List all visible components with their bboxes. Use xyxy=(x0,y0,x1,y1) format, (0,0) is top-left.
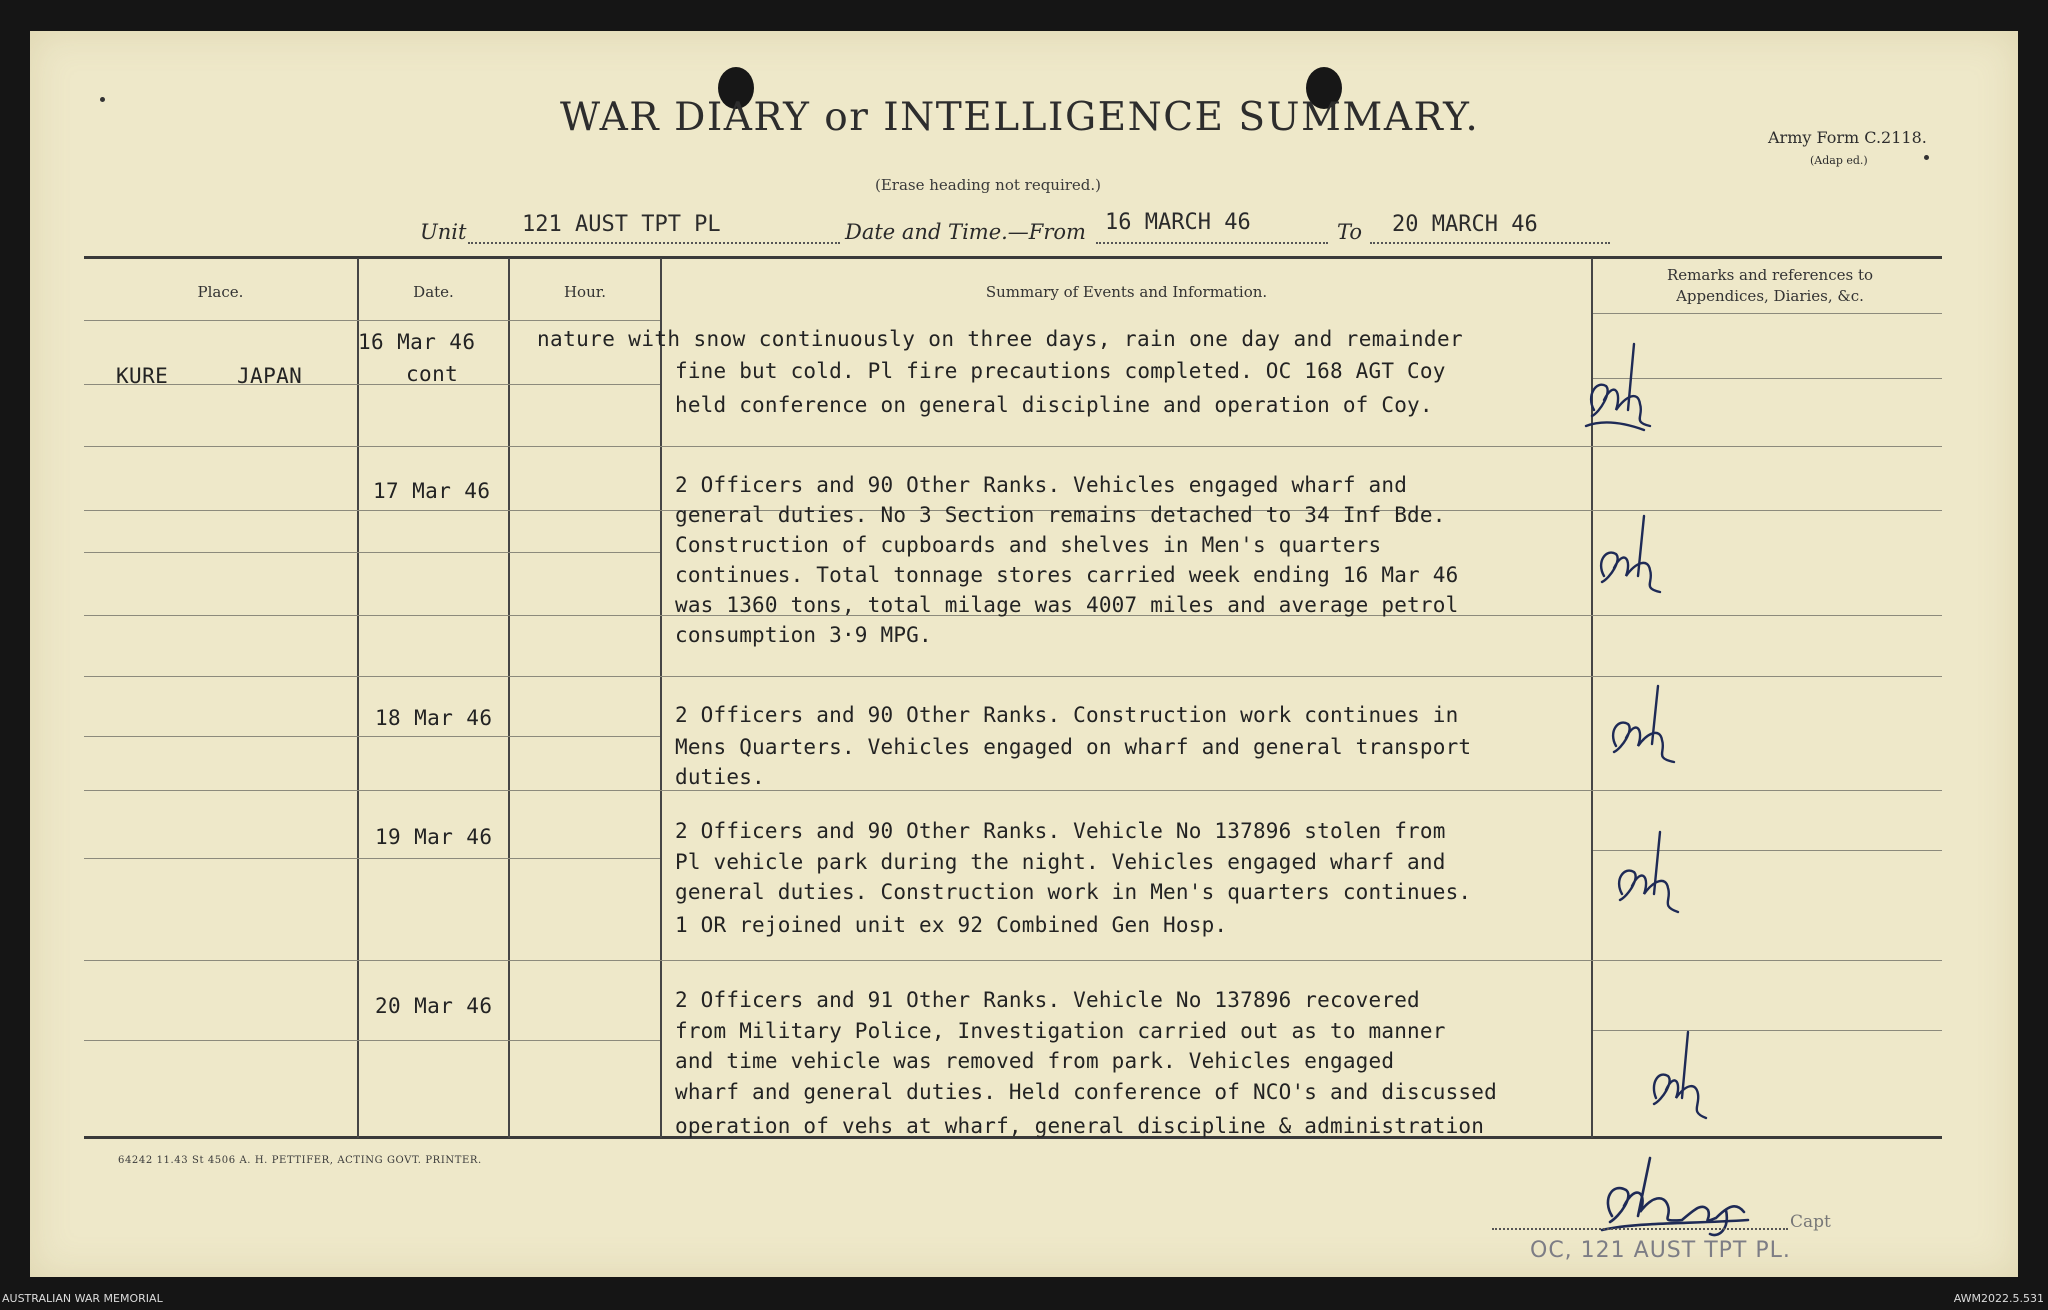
speck xyxy=(1924,155,1929,160)
entry-date: 17 Mar 46 xyxy=(373,479,491,503)
initials-signature xyxy=(1604,682,1678,774)
summary-line: general duties. No 3 Section remains detached to 34 Inf Bde. xyxy=(675,503,1446,527)
summary-line: consumption 3·9 MPG. xyxy=(675,623,932,647)
unit-stamp: OC, 121 AUST TPT PL. xyxy=(1530,1238,1791,1263)
ruled-line xyxy=(84,790,1942,791)
summary-line: nature with snow continuously on three days, rain one day and remainder xyxy=(537,327,1464,351)
unit-value: 121 AUST TPT PL xyxy=(522,212,721,237)
ruled-line xyxy=(84,384,660,385)
table-top-rule xyxy=(84,256,1942,259)
form-edition: (Adap ed.) xyxy=(1810,154,1868,167)
column-header-date: Date. xyxy=(413,283,454,301)
column-divider-hour xyxy=(660,258,662,1138)
initials-signature xyxy=(1648,1028,1710,1128)
summary-line: fine but cold. Pl fire precautions completed. OC 168 AGT Coy xyxy=(675,359,1446,383)
entry-date: 19 Mar 46 xyxy=(375,825,493,849)
ruled-line xyxy=(84,676,1942,677)
summary-line: 1 OR rejoined unit ex 92 Combined Gen Hosp. xyxy=(675,913,1228,937)
initials-signature xyxy=(1582,340,1656,440)
speck xyxy=(100,97,105,102)
summary-line: Construction of cupboards and shelves in Men's quarters xyxy=(675,533,1382,557)
date-to-label: To xyxy=(1337,220,1363,244)
ruled-line xyxy=(84,960,1942,961)
date-from-dotted-line xyxy=(1096,242,1328,244)
column-divider-place xyxy=(357,258,359,1138)
ruled-line xyxy=(84,858,660,859)
initials-signature xyxy=(1612,828,1682,924)
archive-reference: AWM2022.5.531 xyxy=(1953,1292,2044,1305)
initials-signature xyxy=(1594,512,1668,604)
summary-line: and time vehicle was removed from park. Vehicles engaged xyxy=(675,1049,1395,1073)
summary-line: was 1360 tons, total milage was 4007 miles and average petrol xyxy=(675,593,1459,617)
place-country: JAPAN xyxy=(237,364,303,388)
signature-dotted-line xyxy=(1492,1228,1788,1230)
page-title: WAR DIARY or INTELLIGENCE SUMMARY. xyxy=(560,95,1480,140)
date-to-value: 20 MARCH 46 xyxy=(1392,212,1538,237)
column-header-place: Place. xyxy=(197,283,244,301)
ruled-line xyxy=(84,552,660,553)
summary-line: 2 Officers and 90 Other Ranks. Construction work continues in xyxy=(675,703,1459,727)
archive-credit: AUSTRALIAN WAR MEMORIAL xyxy=(2,1292,163,1305)
column-header-summary: Summary of Events and Information. xyxy=(985,283,1268,301)
summary-line: 2 Officers and 90 Other Ranks. Vehicle No 137896 stolen from xyxy=(675,819,1446,843)
entry-date: 18 Mar 46 xyxy=(375,706,493,730)
ruled-line xyxy=(1593,1030,1942,1031)
ruled-line xyxy=(84,736,660,737)
summary-line: wharf and general duties. Held conference of NCO's and discussed xyxy=(675,1080,1497,1104)
summary-line: 2 Officers and 91 Other Ranks. Vehicle No 137896 recovered xyxy=(675,988,1420,1012)
summary-line: 2 Officers and 90 Other Ranks. Vehicles engaged wharf and xyxy=(675,473,1408,497)
page-subtitle: (Erase heading not required.) xyxy=(875,176,1102,194)
summary-line: Pl vehicle park during the night. Vehicles engaged wharf and xyxy=(675,850,1446,874)
ruled-line xyxy=(1593,313,1942,314)
ruled-line xyxy=(84,320,660,321)
summary-line: from Military Police, Investigation carried out as to manner xyxy=(675,1019,1446,1043)
printer-imprint: 64242 11.43 St 4506 A. H. PETTIFER, ACTING GOVT. PRINTER. xyxy=(118,1155,482,1166)
date-from-value: 16 MARCH 46 xyxy=(1105,210,1251,235)
unit-dotted-line xyxy=(468,242,840,244)
unit-label: Unit xyxy=(420,220,467,244)
summary-line: general duties. Construction work in Men's quarters continues. xyxy=(675,880,1472,904)
officer-signature xyxy=(1598,1150,1788,1240)
column-header-remarks: Remarks and references to Appendices, Diaries, &c. xyxy=(1666,266,1874,305)
ruled-line xyxy=(84,446,1942,447)
summary-line: held conference on general discipline and operation of Coy. xyxy=(675,393,1433,417)
signatory-rank: Capt xyxy=(1790,1212,1831,1232)
summary-line: continues. Total tonnage stores carried week ending 16 Mar 46 xyxy=(675,563,1459,587)
summary-line: duties. xyxy=(675,765,765,789)
entry-date-note: cont xyxy=(406,362,459,386)
column-header-hour: Hour. xyxy=(563,283,607,301)
entry-date: 20 Mar 46 xyxy=(375,994,493,1018)
entry-date: 16 Mar 46 xyxy=(358,330,476,354)
place-city: KURE xyxy=(116,364,169,388)
date-from-label: Date and Time.—From xyxy=(845,220,1086,244)
date-to-dotted-line xyxy=(1370,242,1610,244)
ruled-line xyxy=(84,1040,660,1041)
summary-line: Mens Quarters. Vehicles engaged on wharf and general transport xyxy=(675,735,1472,759)
form-number: Army Form C.2118. xyxy=(1768,128,1927,147)
summary-line: operation of vehs at wharf, general discipline & administration xyxy=(675,1114,1485,1138)
column-divider-date xyxy=(508,258,510,1138)
